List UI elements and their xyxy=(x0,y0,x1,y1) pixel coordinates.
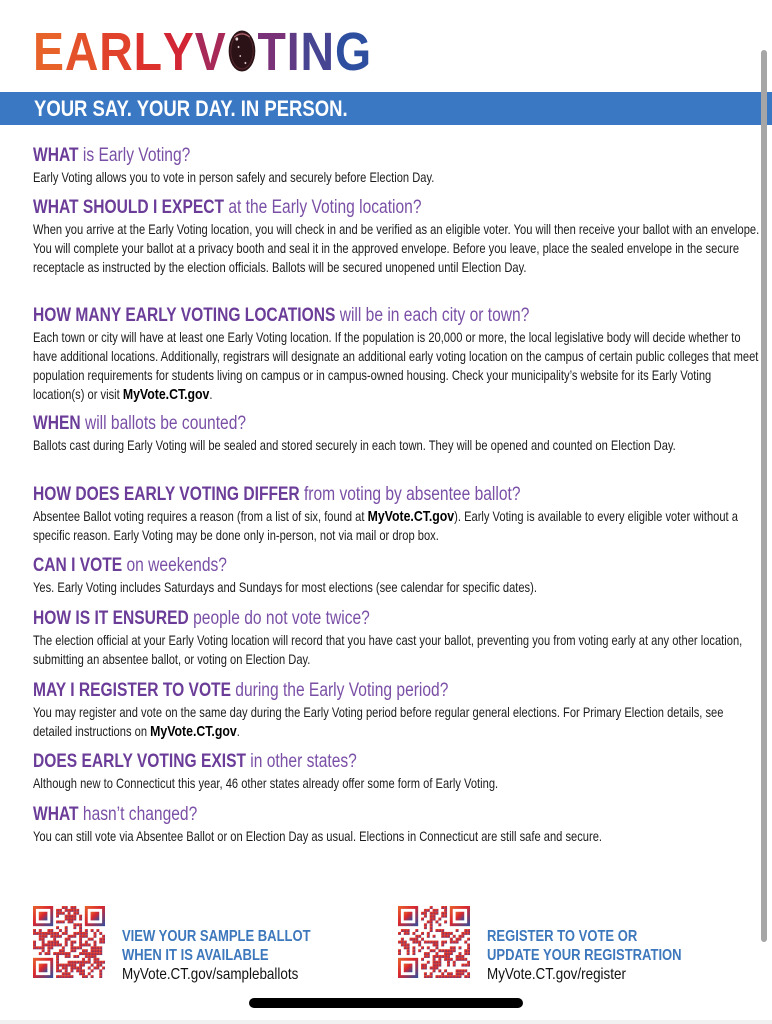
faq-body: Although new to Connecticut this year, 46 other states already offer some form of Early Voting. xyxy=(33,776,499,791)
title-letter: A xyxy=(64,22,100,82)
faq-section xyxy=(33,751,763,793)
heading-bold: WHAT xyxy=(33,145,79,166)
faq-body xyxy=(33,507,763,545)
faq-body: Ballots cast during Early Voting will be sealed and stored securely in each town. They will be opened and counted on Election Day. xyxy=(33,438,676,453)
faq-section xyxy=(33,484,763,545)
register-cta[interactable] xyxy=(398,906,738,983)
scrollbar[interactable] xyxy=(761,50,767,942)
faq-section xyxy=(33,608,763,669)
cta-text xyxy=(487,927,739,985)
faq-body: The election official at your Early Voting location will record that you have cast your ballot, preventing you from voting early at any other location, submitting an absentee ballot, or voting on Election Day. xyxy=(33,633,743,667)
faq-heading xyxy=(33,680,763,702)
faq-heading xyxy=(33,804,763,826)
heading-light: from voting by absentee ballot? xyxy=(299,484,521,505)
title-letter: V xyxy=(194,22,227,82)
fingerprint-oval-icon xyxy=(227,29,256,73)
qr-code-icon[interactable] xyxy=(398,906,470,978)
sample-ballots-link[interactable]: MyVote.CT.gov/sampleballots xyxy=(122,966,299,983)
faq-section xyxy=(33,555,763,597)
myvote-link[interactable]: MyVote.CT.gov xyxy=(367,508,455,525)
title-letter: E xyxy=(33,22,65,82)
faq-heading xyxy=(33,413,763,435)
faq-body xyxy=(33,703,763,741)
body-text: Each town or city will have at least one Early Voting location. If the population is 20,000 or more, the local legislative body will decide whether to have additional locations. Additionally, registrars will designate an additional early voting location on the campus of certain public colleges that meet population requirements for students living on campus or in campus-owned housing. Check your municipality’s website for its Early Voting location(s) or visit xyxy=(33,330,759,402)
sample-ballot-cta[interactable] xyxy=(33,906,373,983)
heading-light: people do not vote twice? xyxy=(188,608,370,629)
heading-bold: MAY I REGISTER TO VOTE xyxy=(33,680,231,701)
heading-bold: HOW MANY EARLY VOTING LOCATIONS xyxy=(33,305,336,326)
faq-section xyxy=(33,680,763,741)
title-letter: G xyxy=(334,22,372,82)
heading-light: is Early Voting? xyxy=(78,145,191,166)
body-text: You may register and vote on the same day during the Early Voting period before regular general elections. For Primary Election details, see detailed instructions on xyxy=(33,705,724,739)
faq-heading xyxy=(33,751,763,773)
title-ting xyxy=(257,22,372,82)
faq-heading xyxy=(33,484,763,506)
heading-light: hasn’t changed? xyxy=(78,804,198,825)
heading-light: will ballots be counted? xyxy=(80,413,247,434)
title-letter: I xyxy=(286,22,301,82)
heading-bold: DOES EARLY VOTING EXIST xyxy=(33,751,246,772)
title-letter: L xyxy=(133,22,163,82)
cta-line-1: REGISTER TO VOTE OR xyxy=(487,928,638,945)
heading-light: in other states? xyxy=(245,751,357,772)
title-letter: N xyxy=(300,22,335,82)
title-early-v xyxy=(33,22,227,82)
faq-body: When you arrive at the Early Voting location, you will check in and be verified as an eligible voter. You will then receive your ballot with an envelope. You will complete your ballot at a privacy booth and seal it in the approved envelope. Before you leave, place the sealed envelope in the secure receptacle as instructed by the election officials. Ballots will be secured unopened until Election Day. xyxy=(33,222,760,275)
faq-body: Yes. Early Voting includes Saturdays and Sundays for most elections (see calendar for specific dates). xyxy=(33,580,537,595)
faq-section xyxy=(33,804,763,846)
faq-body: You can still vote via Absentee Ballot or on Election Day as usual. Elections in Connecticut are still safe and secure. xyxy=(33,829,603,844)
heading-light: on weekends? xyxy=(122,555,227,576)
cta-line-1: VIEW YOUR SAMPLE BALLOT xyxy=(122,928,311,945)
faq-section xyxy=(33,305,763,404)
heading-light: during the Early Voting period? xyxy=(230,680,449,701)
title-letter: T xyxy=(257,22,287,82)
heading-bold: WHEN xyxy=(33,413,81,434)
faq-heading xyxy=(33,608,763,630)
body-text: Absentee Ballot voting requires a reason (from a list of six, found at xyxy=(33,509,368,524)
home-indicator[interactable] xyxy=(249,998,523,1008)
tagline-banner xyxy=(0,92,772,125)
faq-heading xyxy=(33,197,763,219)
faq-heading xyxy=(33,145,763,167)
bottom-edge xyxy=(0,1020,772,1024)
myvote-link[interactable]: MyVote.CT.gov xyxy=(150,723,237,740)
page-title xyxy=(33,22,372,82)
faq-section xyxy=(33,145,763,187)
cta-text xyxy=(122,927,374,985)
body-text-after: . xyxy=(236,724,240,739)
heading-bold: HOW DOES EARLY VOTING DIFFER xyxy=(33,484,300,505)
faq-body: Early Voting allows you to vote in person safely and securely before Election Day. xyxy=(33,170,435,185)
heading-bold: HOW IS IT ENSURED xyxy=(33,608,189,629)
faq-section xyxy=(33,413,763,455)
heading-light: at the Early Voting location? xyxy=(224,197,422,218)
title-letter: R xyxy=(99,22,134,82)
register-link[interactable]: MyVote.CT.gov/register xyxy=(487,966,626,983)
heading-bold: WHAT xyxy=(33,804,79,825)
myvote-link[interactable]: MyVote.CT.gov xyxy=(122,386,210,403)
heading-bold: CAN I VOTE xyxy=(33,555,123,576)
faq-body xyxy=(33,328,763,404)
faq-heading xyxy=(33,555,763,577)
heading-light: will be in each city or town? xyxy=(335,305,530,326)
faq-heading xyxy=(33,305,763,327)
faq-section xyxy=(33,197,763,277)
body-text-after: ). Early Voting is available to every eligible voter without a specific reason. Early Voting may be done only in-person, not via mail or drop box. xyxy=(33,509,738,543)
heading-bold: WHAT SHOULD I EXPECT xyxy=(33,197,225,218)
title-letter: Y xyxy=(162,22,195,82)
cta-line-2: WHEN IT IS AVAILABLE xyxy=(122,947,269,964)
qr-code-icon[interactable] xyxy=(33,906,105,978)
cta-line-2: UPDATE YOUR REGISTRATION xyxy=(487,947,682,964)
tagline-text: YOUR SAY. YOUR DAY. IN PERSON. xyxy=(34,96,348,121)
body-text-after: . xyxy=(209,387,213,402)
